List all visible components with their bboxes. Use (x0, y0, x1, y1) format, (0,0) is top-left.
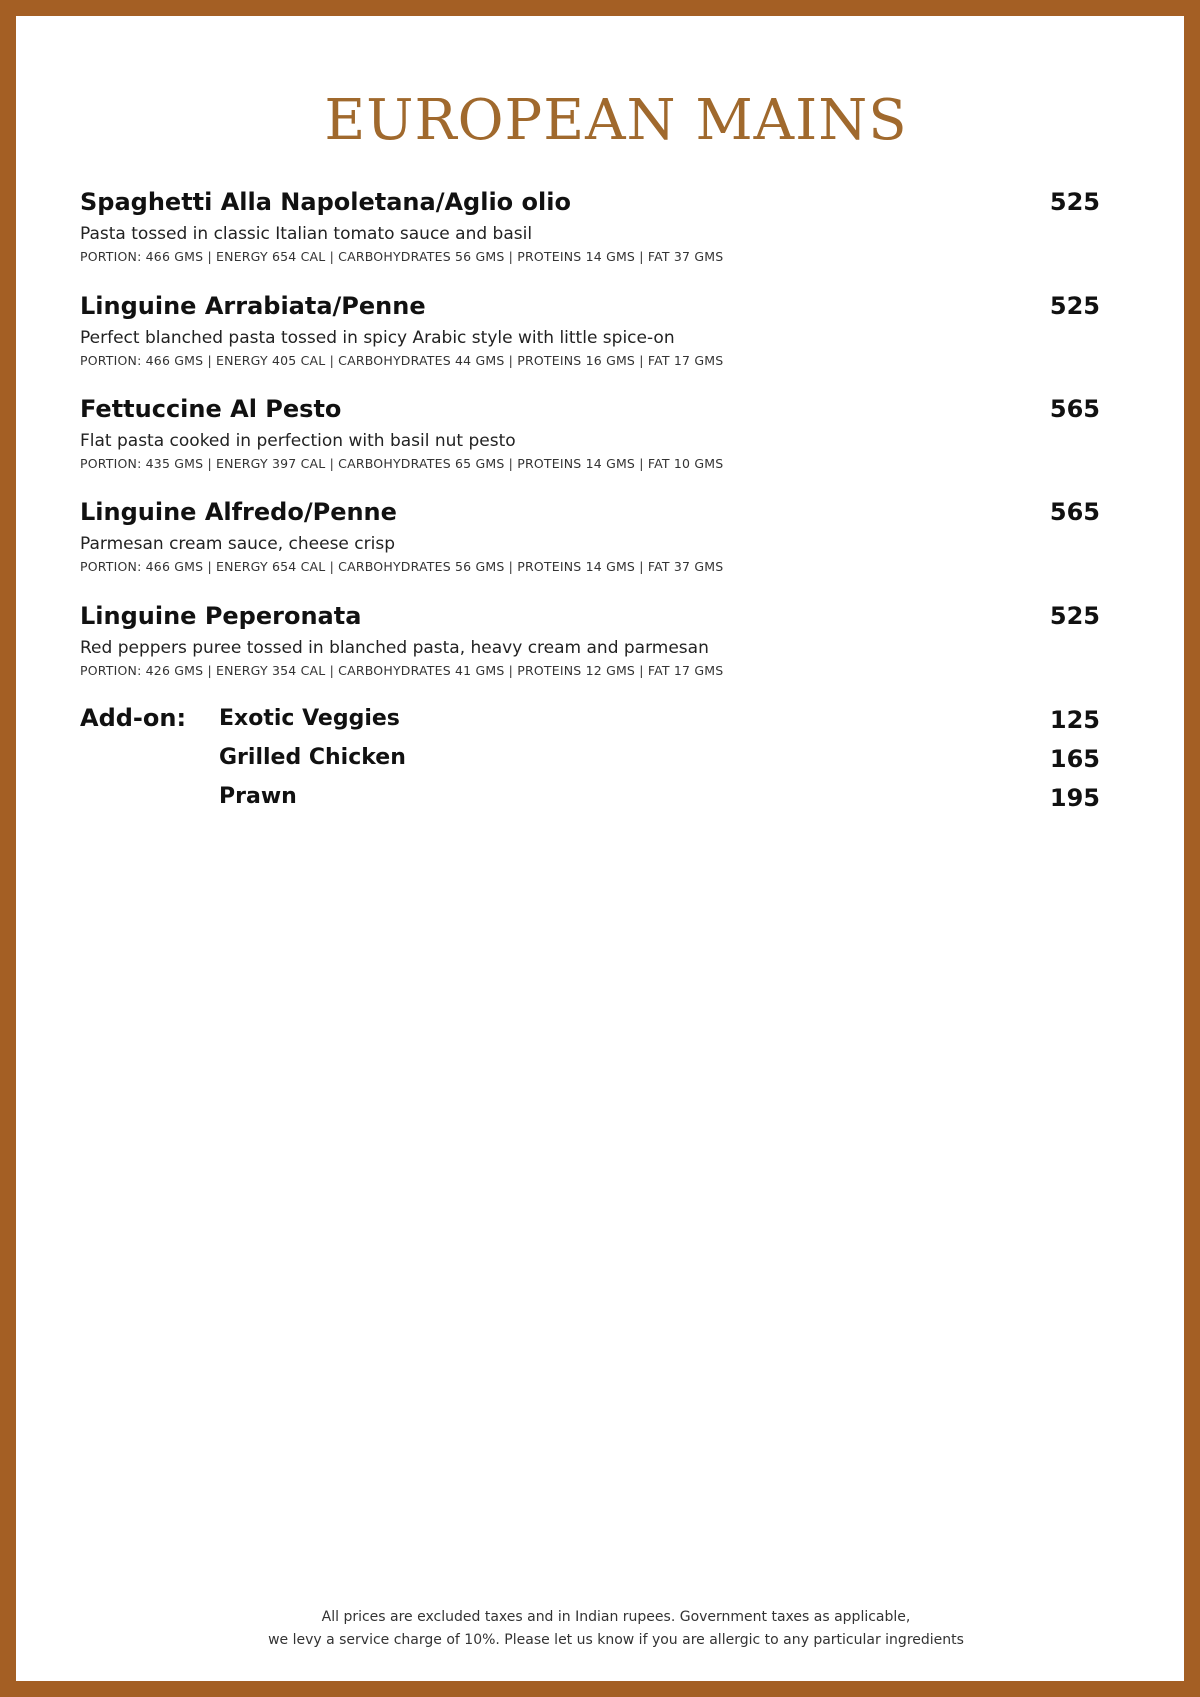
footer-line: we levy a service charge of 10%. Please let us know if you are allergic to any particular ingredients (268, 1632, 964, 1648)
menu-item (80, 498, 1100, 576)
menu-item (80, 292, 1100, 370)
addon-name: Grilled Chicken (219, 745, 406, 770)
item-nutrition: PORTION: 426 GMS | ENERGY 354 CAL | CARBOHYDRATES 41 GMS | PROTEINS 12 GMS | FAT 17 GMS (80, 663, 724, 678)
item-name: Linguine Peperonata (80, 602, 362, 630)
addon-price: 125 (1049, 706, 1100, 734)
item-name: Linguine Alfredo/Penne (80, 498, 397, 526)
item-nutrition: PORTION: 435 GMS | ENERGY 397 CAL | CARBOHYDRATES 65 GMS | PROTEINS 14 GMS | FAT 10 GMS (80, 456, 724, 471)
menu-item (80, 602, 1100, 680)
footer-line: All prices are excluded taxes and in Indian rupees. Government taxes as applicable, (321, 1609, 911, 1625)
item-nutrition: PORTION: 466 GMS | ENERGY 654 CAL | CARBOHYDRATES 56 GMS | PROTEINS 14 GMS | FAT 37 GMS (80, 249, 724, 264)
item-price: 565 (1049, 395, 1100, 423)
item-description: Pasta tossed in classic Italian tomato sauce and basil (80, 224, 533, 244)
item-price: 565 (1049, 498, 1100, 526)
page-title: EUROPEAN MAINS (324, 88, 908, 153)
addon-item (219, 706, 1100, 740)
item-nutrition: PORTION: 466 GMS | ENERGY 654 CAL | CARBOHYDRATES 56 GMS | PROTEINS 14 GMS | FAT 37 GMS (80, 559, 724, 574)
addon-label: Add-on: (80, 704, 187, 732)
item-name: Linguine Arrabiata/Penne (80, 292, 426, 320)
addon-name: Exotic Veggies (219, 706, 400, 731)
item-price: 525 (1049, 602, 1100, 630)
item-description: Red peppers puree tossed in blanched pasta, heavy cream and parmesan (80, 638, 709, 658)
addon-item (219, 745, 1100, 779)
addon-name: Prawn (219, 784, 297, 809)
item-description: Perfect blanched pasta tossed in spicy Arabic style with little spice-on (80, 328, 675, 348)
menu-item (80, 188, 1100, 266)
item-description: Flat pasta cooked in perfection with basil nut pesto (80, 431, 516, 451)
item-nutrition: PORTION: 466 GMS | ENERGY 405 CAL | CARBOHYDRATES 44 GMS | PROTEINS 16 GMS | FAT 17 GMS (80, 353, 724, 368)
menu-item (80, 395, 1100, 473)
addon-price: 195 (1049, 784, 1100, 812)
addon-price: 165 (1049, 745, 1100, 773)
item-price: 525 (1049, 188, 1100, 216)
item-name: Spaghetti Alla Napoletana/Aglio olio (80, 188, 571, 216)
footer-note (16, 1606, 1200, 1652)
item-price: 525 (1049, 292, 1100, 320)
item-name: Fettuccine Al Pesto (80, 395, 342, 423)
addon-item (219, 784, 1100, 818)
item-description: Parmesan cream sauce, cheese crisp (80, 534, 395, 554)
